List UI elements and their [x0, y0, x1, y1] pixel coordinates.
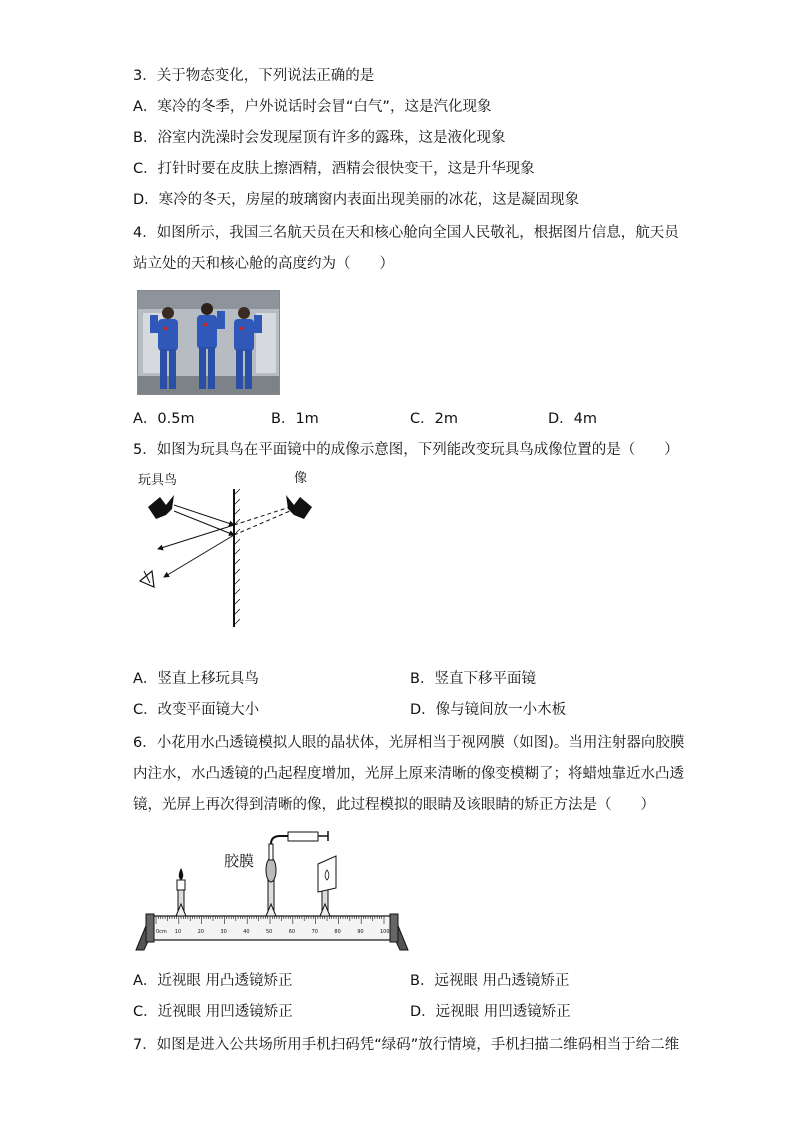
eye-shape: [140, 571, 154, 587]
light-screen: [318, 856, 336, 892]
ruler-tick-label: 40: [243, 929, 250, 935]
syringe: [288, 832, 318, 841]
q5-stem: 5．如图为玩具鸟在平面镜中的成像示意图，下列能改变玩具鸟成像位置的是（ ）: [133, 442, 679, 458]
ruler: [150, 916, 394, 940]
q6-stem-line2: 内注水，水凸透镜的凸起程度增加，光屏上原来清晰的像变模糊了；将蜡烛靠近水凸透: [133, 766, 684, 782]
q6-option-b: B．远视眼 用凸透镜矫正: [410, 973, 570, 989]
ruler-tick-label: 20: [197, 929, 204, 935]
mirror-diagram: [130, 465, 330, 635]
ruler-tick-label: 80: [334, 929, 341, 935]
q5-option-a: A．竖直上移玩具鸟: [133, 671, 259, 687]
ruler-tick-label: 60: [288, 929, 296, 935]
lens-bench-diagram: [132, 830, 412, 958]
q6-option-d: D．远视眼 用凹透镜矫正: [410, 1004, 571, 1020]
ruler-tick-label: 0cm: [156, 929, 167, 935]
q4-option-b: B．1m: [271, 411, 319, 427]
astronauts-illustration: [138, 291, 279, 394]
q7-stem-line1: 7．如图是进入公共场所用手机扫码凭“绿码”放行情境，手机扫描二维码相当于给二维: [133, 1037, 680, 1053]
membrane-label: 胶膜: [224, 852, 255, 870]
q4-stem-line1: 4．如图所示，我国三名航天员在天和核心舱向全国人民敬礼，根据图片信息，航天员: [133, 225, 679, 241]
q3-stem: 3．关于物态变化，下列说法正确的是: [133, 68, 375, 84]
q3-option-b: B．浴室内洗澡时会发现屋顶有许多的露珠，这是液化现象: [133, 130, 506, 146]
q3-option-c: C．打针时要在皮肤上擦酒精，酒精会很快变干，这是升华现象: [133, 161, 535, 177]
q5-option-c: C．改变平面镜大小: [133, 702, 260, 718]
toy-bird-shape: [148, 495, 174, 519]
q3-option-d: D．寒冷的冬天，房屋的玻璃窗内表面出现美丽的冰花，这是凝固现象: [133, 192, 580, 208]
ruler-tick-label: 90: [357, 929, 364, 935]
lens-figure: [132, 830, 412, 958]
toy-bird-label: 玩具鸟: [138, 473, 178, 488]
ruler-tick-label: 70: [311, 929, 318, 935]
water-lens: [266, 858, 276, 882]
q6-option-a: A．近视眼 用凸透镜矫正: [133, 973, 293, 989]
image-label: 像: [294, 471, 308, 486]
q4-option-d: D．4m: [548, 411, 598, 427]
q6-stem-line3: 镜，光屏上再次得到清晰的像，此过程模拟的眼睛及该眼睛的矫正方法是（ ）: [133, 797, 655, 813]
ruler-tick-label: 30: [220, 929, 227, 935]
q5-option-b: B．竖直下移平面镜: [410, 671, 536, 687]
q5-option-d: D．像与镜间放一小木板: [410, 702, 567, 718]
candle-flame: [179, 868, 184, 880]
q4-stem-line2: 站立处的天和核心舱的高度约为（ ）: [133, 256, 394, 272]
q6-stem-line1: 6．小花用水凸透镜模拟人眼的晶状体，光屏相当于视网膜（如图)。当用注射器向胶膜: [133, 735, 685, 751]
q4-option-a: A．0.5m: [133, 411, 195, 427]
ruler-tick-label: 10: [174, 929, 182, 935]
ruler-tick-label: 50: [266, 929, 273, 935]
q3-option-a: A．寒冷的冬季，户外说话时会冒“白气”，这是汽化现象: [133, 99, 492, 115]
ruler-tick-label: 100: [380, 929, 390, 935]
mirror-figure: [130, 465, 330, 635]
astronauts-photo: [137, 290, 280, 395]
q4-option-c: C．2m: [410, 411, 458, 427]
q6-option-c: C．近视眼 用凹透镜矫正: [133, 1004, 293, 1020]
